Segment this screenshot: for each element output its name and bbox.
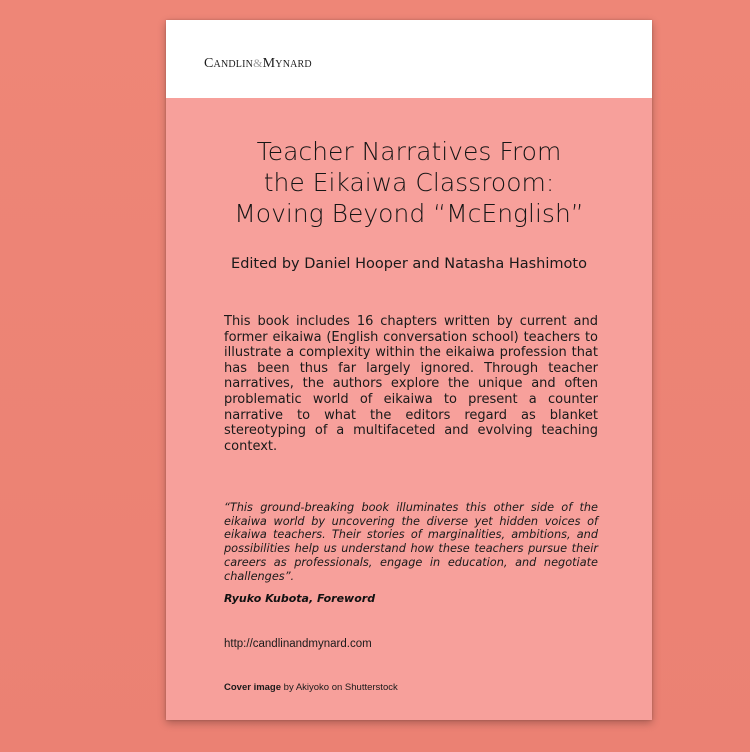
publisher-name-part1: Candlin: [204, 56, 254, 71]
quote-author: Ryuko Kubota, Foreword: [224, 592, 376, 605]
book-title: [166, 136, 652, 229]
publisher-url[interactable]: http://candlinandmynard.com: [224, 638, 372, 650]
publisher-bar: [166, 20, 652, 98]
credit-text: by Akiyoko on Shutterstock: [281, 682, 398, 693]
publisher-name-part2: Mynard: [262, 56, 312, 71]
title-line: Teacher Narratives From: [256, 137, 562, 166]
back-cover: [166, 20, 652, 720]
editors-line: Edited by Daniel Hooper and Natasha Hashimoto: [231, 256, 587, 272]
book-description: This book includes 16 chapters written by current and former eikaiwa (English conversation school) teachers to illustrate a complexity within the eikaiwa profession that has been thus far largely ignored. Through teacher narratives, the authors explore the unique and often problematic world of eikaiwa to present a counter narrative to what the editors regard as blanket stereotyping of a multifaceted and evolving teaching context.: [224, 314, 598, 454]
publisher-ampersand: &: [253, 56, 263, 70]
cover-image-credit: [224, 682, 398, 693]
credit-label: Cover image: [224, 682, 282, 693]
publisher-logo: [204, 56, 312, 72]
title-line: Moving Beyond “McEnglish”: [234, 199, 584, 228]
title-line: the Eikaiwa Classroom:: [263, 168, 555, 197]
endorsement-quote: “This ground-breaking book illuminates this other side of the eikaiwa world by uncovering the diverse yet hidden voices of eikaiwa teachers. Their stories of marginalities, ambitions, and possibilities help us understand how these teachers pursue their careers as professionals, engage in education, and negotiate challenges”.: [224, 501, 598, 583]
